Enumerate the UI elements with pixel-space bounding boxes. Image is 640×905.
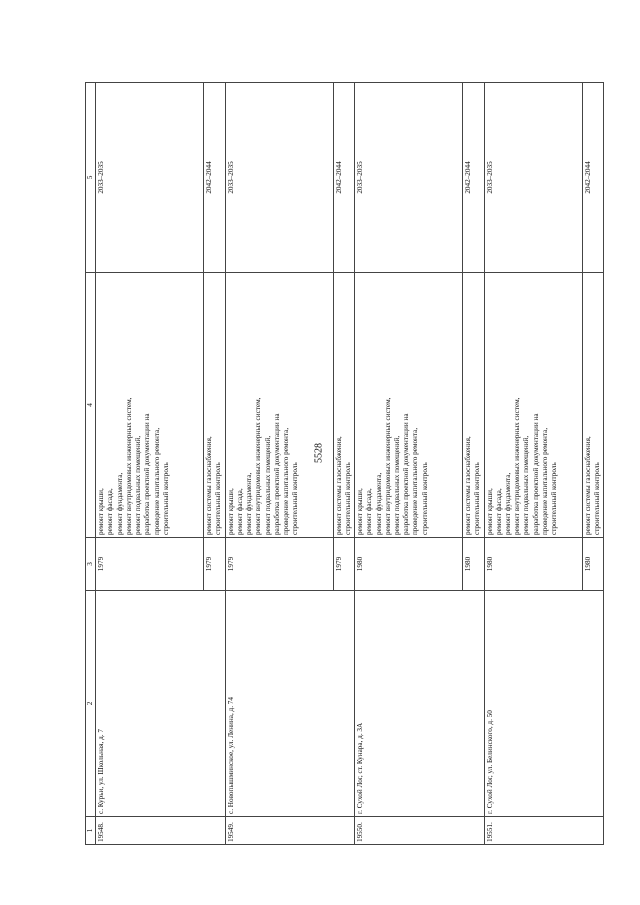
work-item: ремонт внутридомовых инженерных систем, (124, 397, 133, 535)
address-cell: г. Сухой Лог, ст. Кунара, д. 3А (355, 591, 484, 817)
period-cell: 2033–2035 (225, 83, 333, 273)
row-number: 19549. (225, 817, 354, 845)
year-cell: 1979 (96, 538, 204, 591)
address-cell: с. Новопышминское, ул. Ленина, д. 74 (225, 591, 354, 817)
works-cell (96, 273, 204, 538)
header-row (86, 83, 96, 845)
work-item: ремонт крыши, (97, 488, 106, 535)
work-item: ремонт подвальных помещений, (134, 435, 143, 535)
work-item: строительный контроль (161, 462, 170, 535)
works-cell (225, 273, 333, 538)
year-cell: 1979 (225, 538, 333, 591)
works-cell (204, 273, 225, 538)
year-cell: 1979 (204, 538, 225, 591)
year-cell: 1979 (333, 538, 354, 591)
year-cell: 1980 (582, 538, 603, 591)
period-cell: 2042–2044 (204, 83, 225, 273)
table-row (96, 83, 204, 845)
work-item: ремонт фасада, (106, 488, 115, 535)
header-col-3: 3 (86, 538, 96, 591)
works-cell (333, 273, 354, 538)
work-item: строительный контроль (343, 462, 352, 535)
works-cell (582, 273, 603, 538)
year-cell: 1980 (484, 538, 582, 591)
row-number: 19550. (355, 817, 484, 845)
work-item: строительный контроль (592, 462, 601, 535)
period-cell: 2033–2035 (96, 83, 204, 273)
work-item: строительный контроль (291, 462, 300, 535)
work-item: разработка проектной документации на (402, 413, 411, 535)
work-item: разработка проектной документации на (143, 413, 152, 535)
work-item: проведение капитального ремонта, (411, 427, 420, 535)
table-row (484, 83, 582, 845)
work-item: разработка проектной документации на (272, 413, 281, 535)
work-item: разработка проектной документации на (531, 413, 540, 535)
work-item: ремонт фундамента, (115, 472, 124, 535)
work-item: ремонт подвальных помещений, (522, 435, 531, 535)
header-col-2: 2 (86, 591, 96, 817)
work-item: ремонт системы газоснабжения, (205, 436, 214, 535)
row-number: 19548. (96, 817, 225, 845)
work-item: строительный контроль (214, 462, 223, 535)
work-item: ремонт системы газоснабжения, (583, 436, 592, 535)
work-item: ремонт подвальных помещений, (263, 435, 272, 535)
work-item: ремонт фундамента, (245, 472, 254, 535)
header-col-4: 4 (86, 273, 96, 538)
work-item: строительный контроль (550, 462, 559, 535)
period-cell: 2033–2035 (355, 83, 463, 273)
work-item: ремонт крыши, (356, 488, 365, 535)
header-col-1: 1 (86, 817, 96, 845)
address-cell: с. Курьи, ул. Школьная, д. 7 (96, 591, 225, 817)
work-item: ремонт фасада, (494, 488, 503, 535)
period-cell: 2042–2044 (463, 83, 484, 273)
period-cell: 2042–2044 (582, 83, 603, 273)
period-cell: 2033–2035 (484, 83, 582, 273)
work-item: строительный контроль (420, 462, 429, 535)
repair-schedule-table (85, 82, 604, 845)
work-item: ремонт крыши, (226, 488, 235, 535)
year-cell: 1980 (355, 538, 463, 591)
page-number: 5528 (313, 443, 325, 463)
work-item: ремонт системы газоснабжения, (464, 436, 473, 535)
work-item: проведение капитального ремонта, (540, 427, 549, 535)
work-item: ремонт подвальных помещений, (392, 435, 401, 535)
year-cell: 1980 (463, 538, 484, 591)
work-item: проведение капитального ремонта, (281, 427, 290, 535)
table-body (96, 83, 604, 845)
work-item: ремонт внутридомовых инженерных систем, (513, 397, 522, 535)
works-cell (484, 273, 582, 538)
work-item: ремонт фасада, (365, 488, 374, 535)
row-number: 19551. (484, 817, 603, 845)
table-row (225, 83, 333, 845)
table-row (355, 83, 463, 845)
work-item: ремонт внутридомовых инженерных систем, (383, 397, 392, 535)
work-item: ремонт внутридомовых инженерных систем, (254, 397, 263, 535)
works-cell (355, 273, 463, 538)
works-cell (463, 273, 484, 538)
period-cell: 2042–2044 (333, 83, 354, 273)
work-item: строительный контроль (473, 462, 482, 535)
address-cell: г. Сухой Лог, ул. Белинского, д. 50 (484, 591, 603, 817)
header-col-5: 5 (86, 83, 96, 273)
work-item: ремонт фундамента, (503, 472, 512, 535)
work-item: ремонт фундамента, (374, 472, 383, 535)
work-item: проведение капитального ремонта, (152, 427, 161, 535)
rotated-table-wrapper (85, 83, 601, 845)
work-item: ремонт системы газоснабжения, (334, 436, 343, 535)
work-item: ремонт крыши, (485, 488, 494, 535)
work-item: ремонт фасада, (235, 488, 244, 535)
